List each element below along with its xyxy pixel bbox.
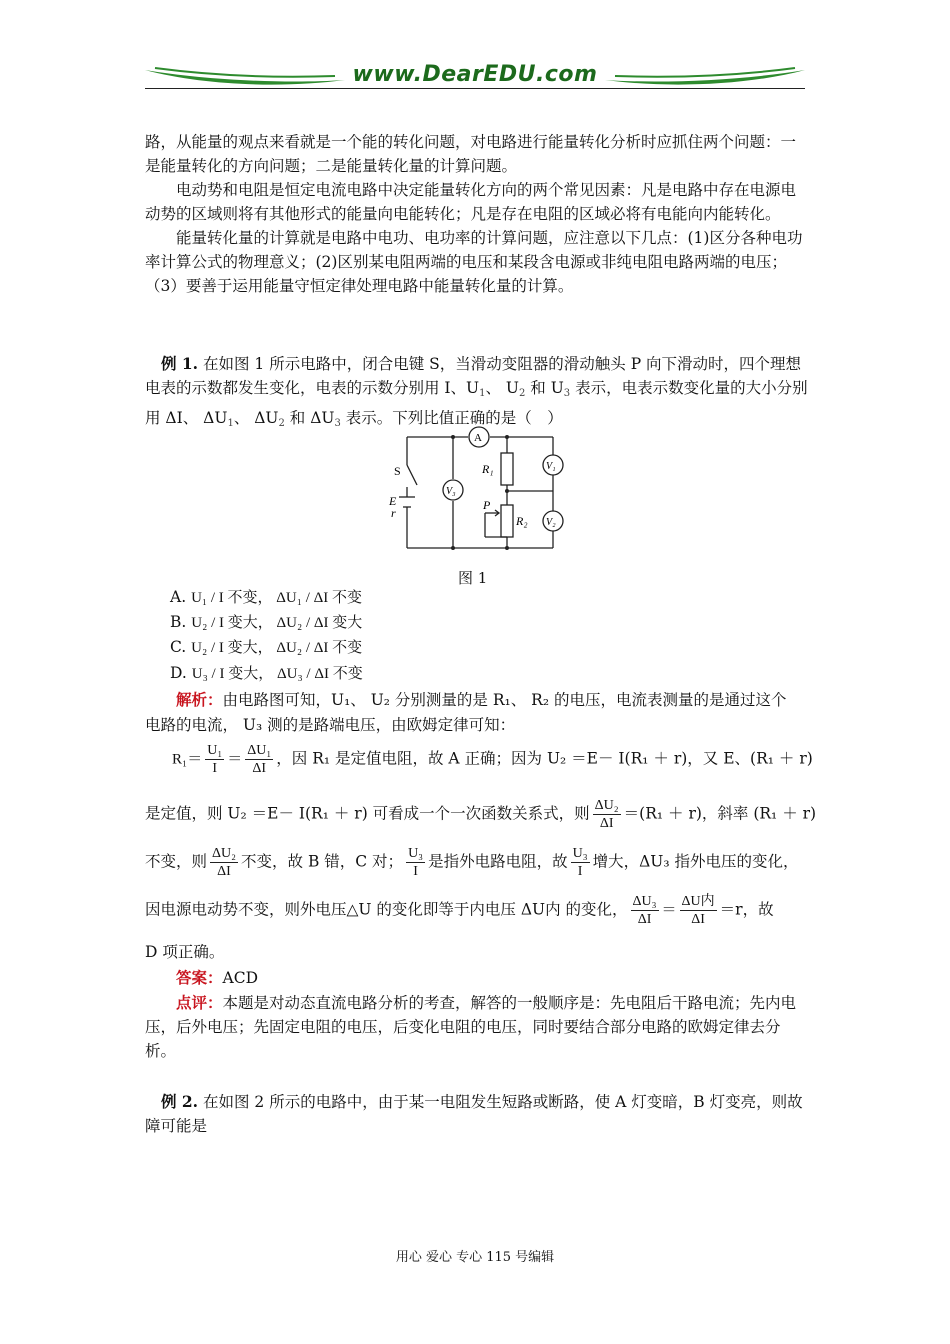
option-expr: U₂ / I 变大， ΔU₂ / ΔI 不变 — [191, 640, 363, 656]
math-r1: R₁ — [172, 751, 188, 768]
analysis-text: 不变，则 — [145, 852, 208, 871]
analysis-line-1 — [176, 688, 841, 710]
math-eq: ＝ — [661, 902, 677, 919]
intro-paragraph-3: 能量转化量的计算就是电路中电功、电功率的计算问题，应注意以下几点：(1)区分各种电功率计算公式的物理意义；(2)区别某电阻两端的电压和某段含电源或非纯电阻电路两端的电压；（3）要善于运用能量守恒定律处理电路中能量转化量的计算。 — [145, 229, 803, 295]
frac-du2-di: $\frac{\text{ΔU₂}}{\Delta I}$ — [212, 846, 237, 879]
option-expr: U₃ / I 变大， ΔU₃ / ΔI 不变 — [191, 666, 363, 682]
analysis-text: 增大，ΔU₃ 指外电压的变化， — [592, 852, 799, 871]
answer-value: ACD — [222, 969, 258, 987]
analysis-line-5 — [145, 845, 810, 880]
analysis-line-4 — [145, 797, 817, 832]
example1-question: 例 1. 在如图 1 所示电路中，闭合电键 S，当滑动变阻器的滑动触头 P 向下滑动时，四个理想电表的示数都发生变化，电表的示数分别用 I、$U_1$、 $U_2$ 和 $U_3$ 表示，电表示数变化量的大小分别用 ΔI、 $\Delta U_1$、 $\Delta U_2$ 和 $\Delta U_3$ 表示。下列比值正确的是（ ） — [145, 354, 808, 429]
q-part: 表示，电表示数变化量的大小分别用 ΔI、 ΔU — [145, 379, 808, 427]
analysis-label: 解析： — [176, 690, 223, 709]
option-a — [170, 586, 362, 607]
analysis-text: 因电源电动势不变，则外电压△U 的变化即等于内电压 ΔU内 的变化， — [145, 900, 628, 919]
analysis-text: ＝(R₁ ＋ r)，斜率 (R₁ ＋ r) — [623, 804, 817, 823]
frac-du1-di: $\frac{\text{ΔU₁}}{\Delta I}$ — [247, 743, 272, 776]
intro-paragraph-1: 路，从能量的观点来看就是一个能的转化问题，对电路进行能量转化分析时应抓住两个问题：一是能量转化的方向问题；二是能量转化量的计算问题。 — [145, 133, 797, 175]
page-footer: 用心 爱心 专心 115 号编辑 — [395, 1250, 555, 1265]
analysis-text: ＝r，故 — [719, 900, 774, 919]
q-part: 在如图 1 所示电路中，闭合电键 S，当滑动变阻器的滑动触头 P 向下滑动时，四个理想电表的示数都发生变化，电表的示数分别用 I、U — [145, 355, 802, 397]
fig-label-R2: R₂ — [516, 514, 528, 528]
intro-paragraph-2: 电动势和电阻是恒定电流电路中决定能量转化方向的两个常见因素：凡是电路中存在电源电动势的区域则将有其他形式的能量向电能转化；凡是存在电阻的区域必将有电能向内能转化。 — [145, 181, 797, 223]
option-letter: C. — [170, 638, 187, 656]
option-letter: B. — [170, 613, 187, 631]
site-logo: www.DearEDU.com — [352, 62, 598, 87]
analysis-text: 是指外电路电阻，故 — [428, 852, 568, 871]
figure-caption: 图 1 — [458, 569, 488, 587]
frac-u3-i: $\frac{\text{U₃}}{I}$ — [408, 846, 424, 879]
option-expr: U₁ / I 不变， ΔU₁ / ΔI 不变 — [191, 590, 363, 606]
circuit-diagram — [385, 425, 565, 553]
analysis-text: 由电路图可知，U₁、 U₂ 分别测量的是 R₁、 R₂ 的电压，电流表测量的是通过这个 — [222, 691, 787, 709]
option-expr: U₂ / I 变大， ΔU₂ / ΔI 变大 — [191, 615, 363, 631]
frac-u3-i: $\frac{\text{U₃}}{I}$ — [572, 846, 588, 879]
option-c — [170, 636, 362, 657]
analysis-line-6 — [145, 893, 810, 928]
option-letter: A. — [170, 588, 187, 606]
example2-label: 例 2. — [161, 1092, 199, 1111]
comment-text: 本题是对动态直流电路分析的考查，解答的一般顺序是：先电阻后干路电流；先内电压，后外电压；先固定电阻的电压，后变化电阻的电压，同时要结合部分电路的欧姆定律去分析。 — [145, 994, 797, 1060]
fig-label-S: S — [394, 464, 401, 478]
fig-label-V1: V₁ — [546, 461, 556, 472]
analysis-text: 不变，故 B 错，C 对； — [241, 852, 404, 871]
q-part: 和 U — [525, 379, 564, 397]
answer-line — [176, 966, 841, 988]
fig-label-R1: R₁ — [482, 462, 494, 476]
fig-label-A: A — [474, 432, 482, 444]
option-b — [170, 611, 362, 632]
analysis-line-7: D 项正确。 — [145, 943, 225, 961]
q-part: 、 ΔU — [233, 409, 279, 427]
analysis-line-2: 电路的电流， U₃ 测的是路端电压，由欧姆定律可知： — [145, 716, 516, 734]
option-letter: D. — [170, 664, 187, 682]
comment-block — [145, 991, 810, 1063]
header-right-swoosh — [605, 66, 805, 88]
analysis-line-3 — [172, 742, 837, 777]
comment-label: 点评： — [176, 993, 223, 1012]
option-d — [170, 662, 363, 683]
example2-question — [145, 1090, 810, 1138]
math-eq: ＝ — [187, 751, 203, 768]
frac-duin-di: $\frac{\text{ΔU内}}{\Delta I}$ — [681, 894, 715, 927]
fig-label-r: r — [391, 506, 396, 520]
math-eq: ＝ — [227, 751, 243, 768]
example2-text: 在如图 2 所示的电路中，由于某一电阻发生短路或断路，使 A 灯变暗，B 灯变亮，则故障可能是 — [145, 1093, 803, 1135]
intro-section — [145, 130, 810, 298]
analysis-text: ，因 R₁ 是定值电阻，故 A 正确；因为 U₂ ＝E－ I(R₁ ＋ r)，又 E、(R₁ ＋ r) — [276, 749, 813, 768]
header-rule — [145, 88, 805, 89]
fig-label-V3: V₃ — [446, 486, 456, 497]
q-part: 、 U — [485, 379, 519, 397]
answer-label: 答案： — [176, 968, 223, 987]
fig-label-P: P — [483, 498, 491, 512]
example1-label: 例 1. — [161, 354, 199, 373]
fig-label-E: E — [389, 494, 397, 508]
frac-u1-i: $\frac{\text{U₁}}{I}$ — [207, 743, 223, 776]
analysis-text: 是定值，则 U₂ ＝E－ I(R₁ ＋ r) 可看成一个一次函数关系式，则 — [145, 804, 590, 823]
q-part: 和 ΔU — [284, 409, 335, 427]
frac-du2-di: $\frac{\text{ΔU₂}}{\Delta I}$ — [594, 798, 619, 831]
frac-du3-di: $\frac{\text{ΔU₃}}{\Delta I}$ — [632, 894, 657, 927]
fig-label-V2: V₂ — [546, 517, 556, 528]
q-part: 表示。下列比值正确的是（ ） — [340, 409, 563, 427]
